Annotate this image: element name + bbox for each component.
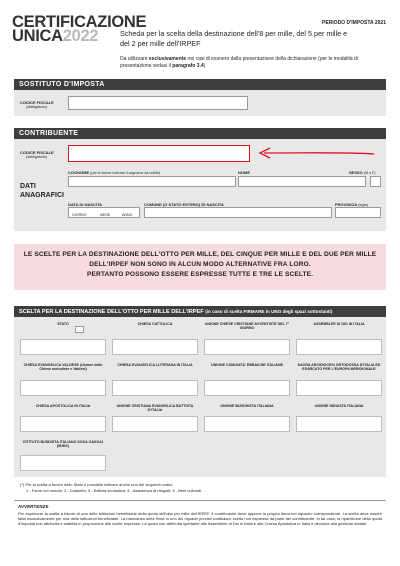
section-header-sostituto: SOSTITUTO D'IMPOSTA xyxy=(14,79,386,90)
section-header-otto: SCELTA PER LA DESTINAZIONE DELL'OTTO PER MILLE DELL'IRPEF (in caso di scelta FIRMARE in UNO degli spazi sottostanti) xyxy=(14,306,386,317)
contribuente-cf-note: (obbligatorio) xyxy=(26,155,47,159)
signature-box-soka-gakkai[interactable] xyxy=(20,455,106,471)
choice-label-assemblee-di-dio: ASSEMBLEE DI DIO IN ITALIA xyxy=(313,322,365,326)
stato-code-box[interactable] xyxy=(75,326,84,333)
logo-year: 2022 xyxy=(62,27,99,45)
notice-line-2: DELL'IRPEF NON SONO IN ALCUN MODO ALTERNATIVE FRA LORO. xyxy=(89,261,311,268)
notice-banner xyxy=(14,244,386,290)
sostituto-cf-label: CODICE FISCALE xyxy=(20,100,54,105)
data-nascita-label: DATA DI NASCITA xyxy=(68,202,103,207)
nome-label: NOME xyxy=(238,170,250,175)
nome-input[interactable] xyxy=(238,176,366,187)
contribuente-cf-label: CODICE FISCALE xyxy=(20,150,54,155)
cognome-label: COGNOME (per le donne indicare il cognome da nubile) xyxy=(68,170,161,175)
choice-label-luterana: CHIESA EVANGELICA LUTERANA IN ITALIA xyxy=(117,363,193,367)
dati-anagrafici-label: DATI ANAGRAFICI xyxy=(20,183,64,199)
choice-label-ortodossa: SACRA ARCIDIOCESI ORTODOSSA D'ITALIA ED ESARCATO PER L'EUROPA MERIDIONALE xyxy=(297,363,381,372)
choice-label-chiesa-cattolica: CHIESA CATTOLICA xyxy=(137,322,173,326)
logo-unica xyxy=(12,28,98,44)
tax-period: PERIODO D'IMPOSTA 2021 xyxy=(322,20,386,26)
provincia-input[interactable] xyxy=(335,207,381,218)
signature-box-induista[interactable] xyxy=(296,416,382,432)
comune-input[interactable] xyxy=(144,207,332,218)
signature-box-battista[interactable] xyxy=(112,416,198,432)
anno-label: ANNO xyxy=(122,213,133,217)
choice-label-valdese: CHIESA EVANGELICA VALDESE (Unione delle Chiese metodiste e Valdesi) xyxy=(23,363,103,372)
signature-box-ebraiche[interactable] xyxy=(204,380,290,396)
choice-label-buddhista: UNIONE BUDDHISTA ITALIANA xyxy=(220,404,274,408)
signature-box-chiesa-cattolica[interactable] xyxy=(112,339,198,355)
mese-label: MESE xyxy=(100,213,111,217)
signature-box-luterana[interactable] xyxy=(112,380,198,396)
signature-box-stato[interactable] xyxy=(20,339,106,355)
contribuente-cf-input[interactable] xyxy=(68,145,250,162)
choice-label-avventiste: UNIONE CHIESE CRISTIANE AVVENTISTE DEL 7° GIORNO xyxy=(204,322,290,331)
sostituto-cf-note: (obbligatorio) xyxy=(26,105,47,109)
signature-box-ortodossa[interactable] xyxy=(296,380,382,396)
avvertenze-title: AVVERTENZE xyxy=(18,504,49,509)
choice-label-apostolica: CHIESA APOSTOLICA IN ITALIA xyxy=(35,404,91,408)
choice-label-ebraiche: UNIONE COMUNITA' EBRAICHE ITALIANE xyxy=(211,363,283,367)
choice-label-stato: STATO xyxy=(57,322,69,326)
logo-unica-text: UNICA xyxy=(12,27,63,45)
signature-box-apostolica[interactable] xyxy=(20,416,106,432)
sesso-input[interactable] xyxy=(370,176,381,187)
page-title: Scheda per la scelta della destinazione dell'8 per mille, del 5 per mille e del 2 per mille dell'IRPEF xyxy=(120,29,348,48)
sesso-label: SESSO (M o F) xyxy=(349,170,376,175)
choice-label-battista: UNIONE CRISTIANA EVANGELICA BATTISTA D'ITALIA xyxy=(116,404,194,413)
provincia-label: PROVINCIA (sigla) xyxy=(335,202,368,207)
choice-label-soka-gakkai: ISTITUTO BUDDISTA ITALIANO SOKA GAKKAI (IBISG) xyxy=(23,440,103,449)
comune-label: COMUNE (O STATO ESTERO) DI NASCITA xyxy=(144,202,224,207)
red-arrow-annotation xyxy=(256,145,376,161)
notice-line-1: LE SCELTE PER LA DESTINAZIONE DELL'OTTO PER MILLE, DEL CINQUE PER MILLE E DEL DUE PER MILLE xyxy=(23,251,377,258)
signature-box-buddhista[interactable] xyxy=(204,416,290,432)
avvertenze-text: Per esprimere la scelta a favore di una delle istituzioni beneficiarie della quota dell'otto per mille dell'IRPEF, il contribuente deve apporre la propria firma nel riquadro corrispondente. La scelta deve essere fatta esclusivamente per una delle istituzioni beneficiarie. La mancanza della firma in uno dei riquadri previsti costituisce scelta non espressa da parte del contribuente. In tal caso, la ripartizione della quota d'imposta non attribuita è stabilita in proporzione alle scelte espresse. La quota non attribuita spettante alle Assemblee di Dio in Italia e alla Chiesa Apostolica in Italia è devoluta alla gestione statale. xyxy=(18,511,382,526)
section-header-contribuente: CONTRIBUENTE xyxy=(14,128,386,139)
sostituto-cf-input[interactable] xyxy=(68,96,248,110)
signature-box-valdese[interactable] xyxy=(20,380,106,396)
giorno-label: GIORNO xyxy=(72,213,87,217)
signature-box-assemblee-di-dio[interactable] xyxy=(296,339,382,355)
divider xyxy=(14,500,386,501)
notice-line-3: PERTANTO POSSONO ESSERE ESPRESSE TUTTE E TRE LE SCELTE. xyxy=(86,271,314,278)
footnote-codes: (*) Per la scelta a favore dello Stato è possibile indicare anche uno dei seguenti codici: 1 - Fame nel mondo; 2 - Calamità; 3 - Edilizia scolastica; 4 - Assistenza ai rifugiati; 5 - Beni culturali. xyxy=(20,482,203,493)
logo-certificazione: CERTIFICAZIONE xyxy=(12,13,147,31)
signature-box-avventiste[interactable] xyxy=(204,339,290,355)
page-subtitle: Da utilizzare esclusivamente nei casi di esonero dalla presentazione della dichiarazione (per le modalità di presentazione vedasi il paragrafo 3.4) xyxy=(120,56,358,69)
choice-label-induista: UNIONE INDUISTA ITALIANA xyxy=(314,404,364,408)
cognome-input[interactable] xyxy=(68,176,236,187)
